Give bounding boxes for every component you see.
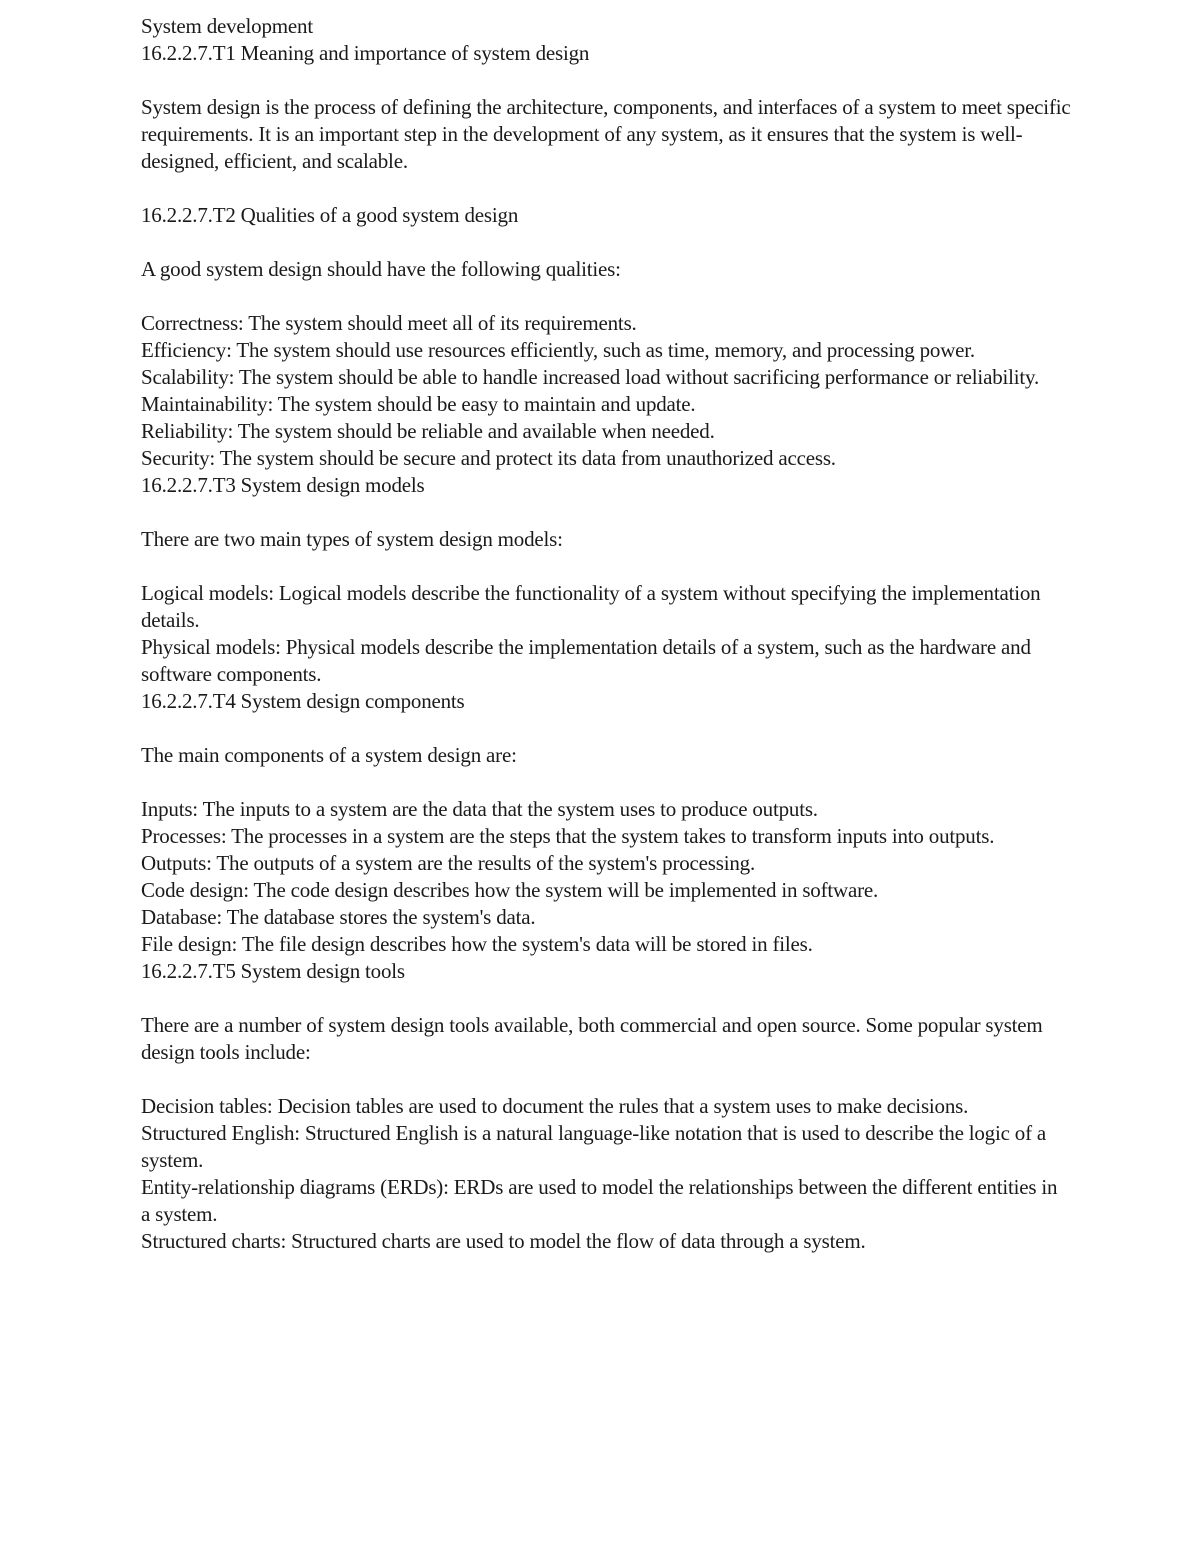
spacer bbox=[141, 499, 1071, 526]
section-heading-t2: 16.2.2.7.T2 Qualities of a good system design bbox=[141, 203, 519, 227]
list-item: Structured charts: Structured charts are used to model the flow of data through a system. bbox=[141, 1229, 866, 1253]
section-intro-t3: There are two main types of system design models: bbox=[141, 527, 563, 551]
section-intro-t4: The main components of a system design are: bbox=[141, 743, 517, 767]
list-item: Entity-relationship diagrams (ERDs): ERDs are used to model the relationships between the different entities in a system. bbox=[141, 1175, 1058, 1226]
spacer bbox=[141, 715, 1071, 742]
list-item: Database: The database stores the system's data. bbox=[141, 905, 536, 929]
spacer bbox=[141, 1066, 1071, 1093]
spacer bbox=[141, 175, 1071, 202]
section-intro-t2: A good system design should have the following qualities: bbox=[141, 257, 621, 281]
list-item: Reliability: The system should be reliable and available when needed. bbox=[141, 419, 715, 443]
list-item: Logical models: Logical models describe the functionality of a system without specifying the implementation details. bbox=[141, 581, 1041, 632]
section-heading-t5: 16.2.2.7.T5 System design tools bbox=[141, 959, 405, 983]
list-item: Physical models: Physical models describe the implementation details of a system, such as the hardware and software components. bbox=[141, 635, 1031, 686]
list-item: Maintainability: The system should be easy to maintain and update. bbox=[141, 392, 696, 416]
section-heading-t3: 16.2.2.7.T3 System design models bbox=[141, 473, 425, 497]
section-heading-t1: 16.2.2.7.T1 Meaning and importance of system design bbox=[141, 41, 590, 65]
section-intro-t1: System design is the process of defining the architecture, components, and interfaces of a system to meet specific requirements. It is an important step in the development of any system, as it ensures that the system is well-designed, efficient, and scalable. bbox=[141, 95, 1071, 173]
list-item: Inputs: The inputs to a system are the data that the system uses to produce outputs. bbox=[141, 797, 818, 821]
spacer bbox=[141, 229, 1071, 256]
list-item: Scalability: The system should be able to handle increased load without sacrificing performance or reliability. bbox=[141, 365, 1040, 389]
list-item: Structured English: Structured English is a natural language-like notation that is used to describe the logic of a system. bbox=[141, 1121, 1047, 1172]
document-page bbox=[141, 13, 1071, 1255]
list-item: Correctness: The system should meet all of its requirements. bbox=[141, 311, 637, 335]
list-item: Security: The system should be secure and protect its data from unauthorized access. bbox=[141, 446, 836, 470]
list-item: Processes: The processes in a system are the steps that the system takes to transform inputs into outputs. bbox=[141, 824, 995, 848]
spacer bbox=[141, 769, 1071, 796]
list-item: File design: The file design describes how the system's data will be stored in files. bbox=[141, 932, 813, 956]
section-heading-t4: 16.2.2.7.T4 System design components bbox=[141, 689, 465, 713]
spacer bbox=[141, 985, 1071, 1012]
spacer bbox=[141, 67, 1071, 94]
list-item: Outputs: The outputs of a system are the results of the system's processing. bbox=[141, 851, 756, 875]
list-item: Code design: The code design describes how the system will be implemented in software. bbox=[141, 878, 879, 902]
document-title: System development bbox=[141, 14, 313, 38]
spacer bbox=[141, 553, 1071, 580]
list-item: Efficiency: The system should use resources efficiently, such as time, memory, and processing power. bbox=[141, 338, 975, 362]
section-intro-t5: There are a number of system design tools available, both commercial and open source. Some popular system design tools include: bbox=[141, 1013, 1043, 1064]
spacer bbox=[141, 283, 1071, 310]
list-item: Decision tables: Decision tables are used to document the rules that a system uses to make decisions. bbox=[141, 1094, 969, 1118]
